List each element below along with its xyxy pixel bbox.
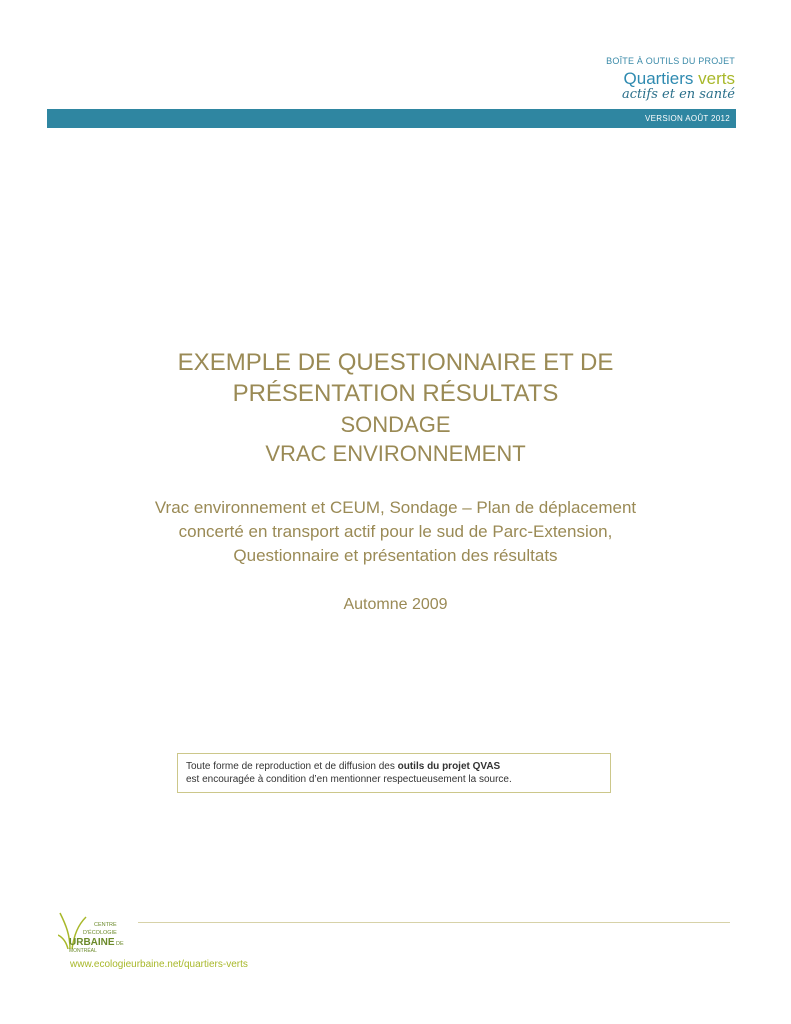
logo-line-1: CENTRE: [94, 922, 117, 928]
notice-text-1: Toute forme de reproduction et de diffusion des: [186, 761, 398, 772]
brand-name: [606, 70, 735, 88]
description-line-3: Questionnaire et présentation des résultats: [233, 546, 558, 565]
logo-line-4: MONTRÉAL: [69, 948, 97, 954]
brand-logo: [606, 56, 735, 102]
brand-name-part1: Quartiers: [623, 69, 699, 88]
brand-name-part2: verts: [698, 69, 735, 88]
footer-divider: [138, 922, 730, 923]
description-line-1: Vrac environnement et CEUM, Sondage – Plan de déplacement: [154, 498, 637, 517]
footer-url-link[interactable]: www.ecologieurbaine.net/quartiers-verts: [70, 959, 248, 970]
document-title: [0, 347, 791, 409]
subtitle-line-2: VRAC ENVIRONNEMENT: [265, 441, 526, 466]
document-subtitle: [0, 410, 791, 468]
document-date: Automne 2009: [343, 596, 448, 613]
ceum-logo: [58, 905, 128, 955]
notice-text-2: est encouragée à condition d’en mentionner respectueusement la source.: [186, 774, 512, 785]
header-banner: [47, 109, 736, 128]
brand-subtitle: actifs et en santé: [622, 87, 735, 102]
subtitle-line-1: SONDAGE: [340, 412, 451, 437]
copyright-notice: [177, 753, 611, 793]
notice-bold: outils du projet QVAS: [397, 761, 501, 772]
title-line-1: EXEMPLE DE QUESTIONNAIRE ET DE: [177, 349, 614, 376]
brand-tagline: BOÎTE À OUTILS DU PROJET: [606, 56, 735, 66]
title-line-2: PRÉSENTATION RÉSULTATS: [232, 380, 559, 407]
logo-line-3b: DE: [116, 941, 124, 947]
logo-line-3: URBAINE: [69, 937, 115, 948]
logo-line-2: D'ÉCOLOGIE: [83, 930, 117, 936]
version-label: VERSION AOÛT 2012: [645, 114, 730, 123]
document-description: [0, 496, 791, 568]
description-line-2: concerté en transport actif pour le sud de Parc-Extension,: [178, 522, 613, 541]
